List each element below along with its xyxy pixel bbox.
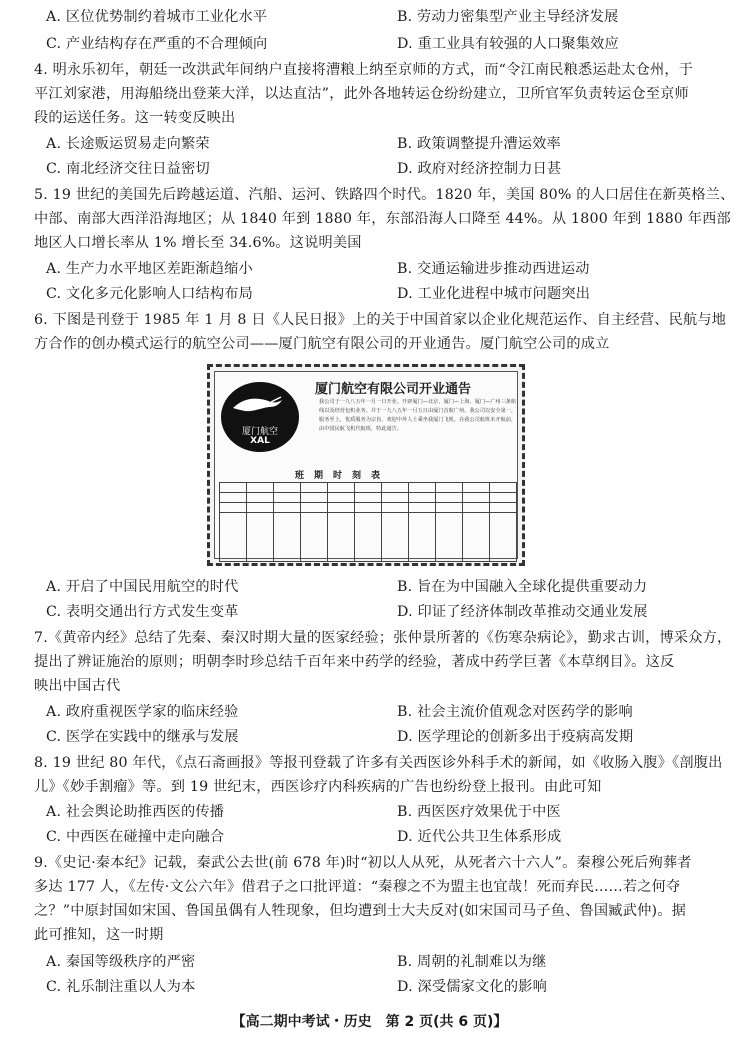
q5-stem-line-1: 5. 19 世纪的美国先后跨越运道、汽船、运河、铁路四个时代。1820 年，美国 80% 的人口居住在新英格兰、 bbox=[34, 187, 735, 203]
q4-stem-line-2: 平江刘家港，用海船绕出登莱大洋，以达直沽”，此外各地转运仓纷纷建立，卫所官军负责转运仓至京师 bbox=[34, 86, 689, 102]
q7-stem-line-2: 提出了辨证施治的原则；明朝李时珍总结千百年来中药学的经验，著成中药学巨著《本草纲目》。这反 bbox=[34, 654, 675, 670]
schedule-row bbox=[220, 503, 517, 513]
q8-option-a: A. 社会舆论助推西医的传播 bbox=[46, 804, 225, 820]
q4-option-d: D. 政府对经济控制力日甚 bbox=[397, 161, 562, 177]
schedule-row bbox=[220, 483, 517, 493]
q4-stem-line-1: 4. 明永乐初年，朝廷一改洪武年间纳户直接将漕粮上纳至京师的方式，而“令江南民粮悉运赴太仓州，于 bbox=[34, 62, 694, 78]
q7-option-c: C. 医学在实践中的继承与发展 bbox=[46, 729, 239, 745]
q5-option-c: C. 文化多元化影响人口结构布局 bbox=[46, 286, 254, 302]
q7-stem-line-1: 7.《黄帝内经》总结了先秦、秦汉时期大量的医家经验；张仲景所著的《伤寒杂病论》，勤求古训，博采众方， bbox=[34, 630, 732, 646]
q7-option-d: D. 医学理论的创新多出于疫病高发期 bbox=[397, 729, 634, 745]
notice-frame bbox=[214, 371, 518, 559]
notice-body: 我公司于一九八五年一月一日开业。开辟厦门—北京、厦门—上海、厦门—广州三条航线以及经营包机业务。并于一九八五年一月五日由厦门首航广州。我公司以安全第一，服务至上，优质服务为宗旨，欢迎中外人士乘坐我厦门飞机。在我公司航班未开航前，由中国民航飞机代航班，特此通告。 bbox=[319, 399, 517, 432]
q7-option-b: B. 社会主流价值观念对医药学的影响 bbox=[397, 704, 633, 720]
q9-stem-line-2: 多达 177 人，《左传·文公六年》借君子之口批评道：“秦穆之不为盟主也宜哉！死而弃民……若之何夺 bbox=[34, 879, 681, 895]
q8-stem-line-2: 儿》《妙手割瘤》等。到 19 世纪末，西医诊疗内科疾病的广告也纷纷登上报刊。由此可知 bbox=[34, 779, 602, 795]
q6-option-c: C. 表明交通出行方式发生变革 bbox=[46, 604, 239, 620]
q5-option-d: D. 工业化进程中城市问题突出 bbox=[397, 286, 591, 302]
q6-stem-line-2: 方合作的创办模式运行的航空公司——厦门航空有限公司的开业通告。厦门航空公司的成立 bbox=[34, 336, 610, 352]
q3-option-a: A. 区位优势制约着城市工业化水平 bbox=[46, 9, 268, 25]
q6-option-b: B. 旨在为中国融入全球化提供重要动力 bbox=[397, 579, 648, 595]
q9-option-a: A. 秦国等级秩序的严密 bbox=[46, 954, 196, 970]
schedule-title: 班期时刻表 bbox=[295, 471, 391, 481]
logo-chinese-text: 厦门航空 bbox=[241, 427, 278, 437]
q9-stem-line-1: 9.《史记·秦本纪》记载，秦武公去世(前 678 年)时“初以人从死，从死者六十六人”。秦穆公死后殉葬者 bbox=[34, 855, 692, 871]
q4-option-b: B. 政策调整提升漕运效率 bbox=[397, 136, 561, 152]
q9-stem-line-3: 之？”中原封国如宋国、鲁国虽偶有人牲现象，但均遭到士大夫反对(如宋国司马子鱼、鲁国臧武仲)。据 bbox=[34, 903, 686, 919]
q6-stem-line-1: 6. 下图是刊登于 1985 年 1 月 8 日《人民日报》上的关于中国首家以企业化规范运作、自主经营、民航与地 bbox=[34, 312, 727, 328]
q8-option-c: C. 中西医在碰撞中走向融合 bbox=[46, 829, 225, 845]
airline-notice-image bbox=[207, 364, 525, 566]
q7-option-a: A. 政府重视医学家的临床经验 bbox=[46, 704, 239, 720]
q4-stem-line-3: 段的运送任务。这一转变反映出 bbox=[34, 110, 236, 126]
egret-icon bbox=[231, 394, 283, 418]
q5-option-b: B. 交通运输进步推动西进运动 bbox=[397, 261, 590, 277]
q6-option-a: A. 开启了中国民用航空的时代 bbox=[46, 579, 239, 595]
page-footer: 【高二期中考试・历史 第 2 页(共 6 页)】 bbox=[231, 1014, 508, 1030]
q5-stem-line-2: 中部、南部大西洋沿海地区；从 1840 年到 1880 年，东部沿海人口降至 44%。从 1800 年到 1880 年西部 bbox=[34, 211, 731, 227]
q9-option-d: D. 深受儒家文化的影响 bbox=[397, 979, 547, 995]
q6-option-d: D. 印证了经济体制改革推动交通业发展 bbox=[397, 604, 648, 620]
q4-option-c: C. 南北经济交往日益密切 bbox=[46, 161, 210, 177]
q5-option-a: A. 生产力水平地区差距渐趋缩小 bbox=[46, 261, 253, 277]
q3-option-c: C. 产业结构存在严重的不合理倾向 bbox=[46, 36, 268, 52]
q8-stem-line-1: 8. 19 世纪 80 年代，《点石斋画报》等报刊登载了许多有关西医诊外科手术的新闻，如《收肠入腹》《剖腹出 bbox=[34, 755, 723, 771]
flight-schedule-table bbox=[219, 482, 517, 562]
schedule-row bbox=[220, 493, 517, 503]
q3-option-d: D. 重工业具有较强的人口聚集效应 bbox=[397, 36, 619, 52]
xiamen-airlines-logo bbox=[221, 382, 299, 452]
logo-english-text: XAL bbox=[250, 436, 270, 446]
notice-title: 厦门航空有限公司开业通告 bbox=[315, 382, 472, 397]
q9-option-c: C. 礼乐制注重以人为本 bbox=[46, 979, 196, 995]
schedule-row bbox=[220, 513, 517, 562]
q9-stem-line-4: 此可推知，这一时期 bbox=[34, 927, 164, 943]
q8-option-d: D. 近代公共卫生体系形成 bbox=[397, 829, 562, 845]
q7-stem-line-3: 映出中国古代 bbox=[34, 678, 121, 694]
q9-option-b: B. 周朝的礼制难以为继 bbox=[397, 954, 547, 970]
q3-option-b: B. 劳动力密集型产业主导经济发展 bbox=[397, 9, 619, 25]
q8-option-b: B. 西医医疗效果优于中医 bbox=[397, 804, 561, 820]
q5-stem-line-3: 地区人口增长率从 1% 增长至 34.6%。这说明美国 bbox=[34, 235, 362, 251]
q4-option-a: A. 长途贩运贸易走向繁荣 bbox=[46, 136, 210, 152]
